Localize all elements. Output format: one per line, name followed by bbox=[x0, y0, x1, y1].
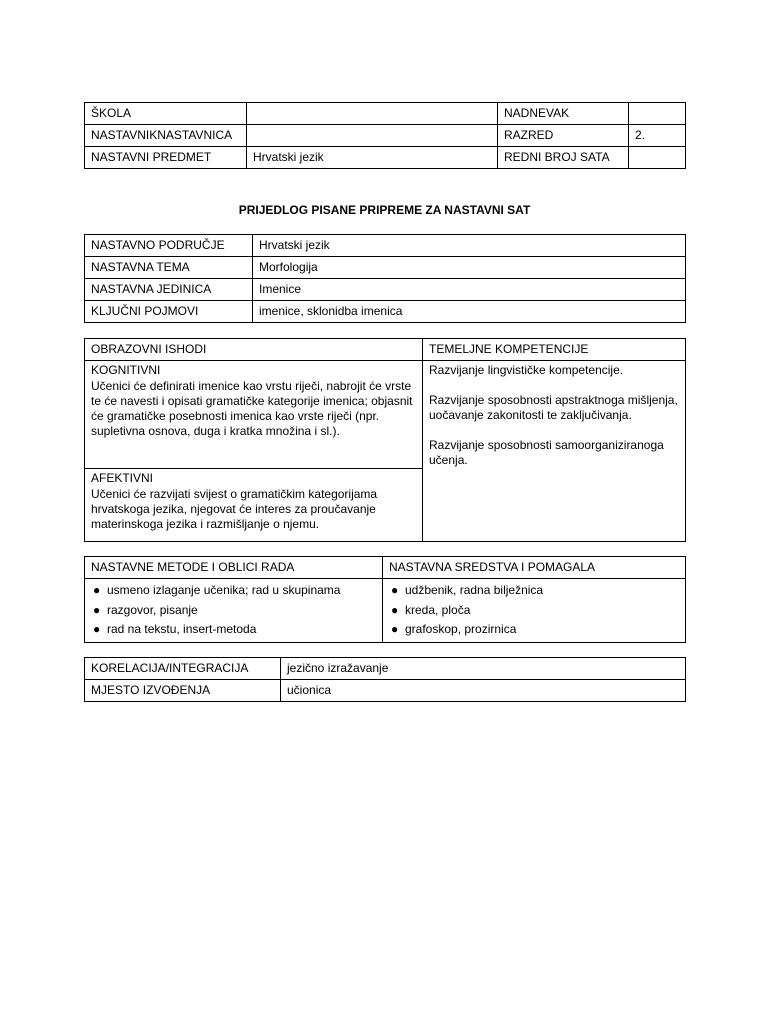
correlation-table bbox=[84, 657, 686, 702]
table-row bbox=[85, 339, 686, 361]
info-value bbox=[629, 147, 686, 169]
bullet-icon: ● bbox=[391, 622, 399, 636]
topic-value: imenice, sklonidba imenica bbox=[253, 301, 686, 323]
correlation-value: jezično izražavanje bbox=[281, 658, 686, 680]
info-label: ŠKOLA bbox=[85, 103, 247, 125]
competences-cell bbox=[423, 361, 686, 542]
outcomes-header: OBRAZOVNI ISHODI bbox=[85, 339, 423, 361]
topic-table bbox=[84, 234, 686, 323]
bullet-icon: ● bbox=[93, 622, 101, 636]
info-label: REDNI BROJ SATA bbox=[498, 147, 629, 169]
info-value bbox=[247, 125, 498, 147]
methods-header: NASTAVNE METODE I OBLICI RADA bbox=[85, 557, 383, 579]
bullet-icon: ● bbox=[93, 583, 101, 597]
topic-value: Imenice bbox=[253, 279, 686, 301]
cognitive-title: KOGNITIVNI bbox=[91, 363, 161, 377]
table-row bbox=[85, 301, 686, 323]
bullet-icon: ● bbox=[391, 602, 399, 617]
table-row bbox=[85, 235, 686, 257]
list-item: ● usmeno izlaganje učenika; rad u skupinama bbox=[91, 581, 376, 601]
table-row bbox=[85, 658, 686, 680]
info-label: RAZRED bbox=[498, 125, 629, 147]
list-item: ● udžbenik, radna bilježnica bbox=[389, 581, 679, 601]
info-value: Hrvatski jezik bbox=[247, 147, 498, 169]
document-title: PRIJEDLOG PISANE PRIPREME ZA NASTAVNI SAT bbox=[238, 203, 531, 217]
cognitive-text: Učenici će definirati imenice kao vrstu riječi, nabrojit će vrste te će navesti i opisati gramatičke kategorije imenica; objasnit će gramatičke posebnosti imenica kao vrste riječi (npr. supletivna osnova, duga i kratka množina i sl.). bbox=[91, 379, 413, 438]
info-value bbox=[629, 103, 686, 125]
bullet-icon: ● bbox=[391, 583, 399, 597]
correlation-label: MJESTO IZVOĐENJA bbox=[85, 680, 281, 702]
list-item: ● razgovor, pisanje bbox=[91, 601, 376, 621]
affective-title: AFEKTIVNI bbox=[91, 471, 154, 485]
methods-table bbox=[84, 556, 686, 643]
topic-value: Morfologija bbox=[253, 257, 686, 279]
correlation-label: KORELACIJA/INTEGRACIJA bbox=[85, 658, 281, 680]
list-item: ● grafoskop, prozirnica bbox=[389, 620, 679, 640]
topic-label: KLJUČNI POJMOVI bbox=[85, 301, 253, 323]
topic-label: NASTAVNA JEDINICA bbox=[85, 279, 253, 301]
list-item: ● rad na tekstu, insert-metoda bbox=[91, 620, 376, 640]
outcomes-table bbox=[84, 338, 686, 542]
topic-value: Hrvatski jezik bbox=[253, 235, 686, 257]
methods-list bbox=[91, 581, 376, 640]
resources-header: NASTAVNA SREDSTVA I POMAGALA bbox=[383, 557, 686, 579]
competence-item: Razvijanje lingvističke kompetencije. bbox=[429, 363, 624, 377]
table-row bbox=[85, 680, 686, 702]
correlation-value: učionica bbox=[281, 680, 686, 702]
topic-label: NASTAVNA TEMA bbox=[85, 257, 253, 279]
competence-item: Razvijanje sposobnosti apstraktnoga mišljenja, uočavanje zakonitosti te zaključivanja. bbox=[429, 393, 678, 422]
list-item: ● kreda, ploča bbox=[389, 601, 679, 621]
info-label: NASTAVNI PREDMET bbox=[85, 147, 247, 169]
resources-list-cell bbox=[383, 579, 686, 643]
competence-item: Razvijanje sposobnosti samoorganiziranoga učenja. bbox=[429, 438, 664, 467]
info-value bbox=[247, 103, 498, 125]
info-label: NADNEVAK bbox=[498, 103, 629, 125]
table-row bbox=[85, 361, 686, 469]
cognitive-cell bbox=[85, 361, 423, 469]
table-row bbox=[85, 279, 686, 301]
affective-cell bbox=[85, 469, 423, 542]
info-label: NASTAVNIKNASTAVNICA bbox=[85, 125, 247, 147]
table-row bbox=[85, 103, 686, 125]
table-row bbox=[85, 125, 686, 147]
bullet-icon: ● bbox=[93, 602, 101, 617]
table-row bbox=[85, 147, 686, 169]
table-row bbox=[85, 579, 686, 643]
info-value: 2. bbox=[629, 125, 686, 147]
table-row bbox=[85, 257, 686, 279]
methods-list-cell bbox=[85, 579, 383, 643]
info-table bbox=[84, 102, 686, 169]
resources-list bbox=[389, 581, 679, 640]
table-row bbox=[85, 557, 686, 579]
competences-header: TEMELJNE KOMPETENCIJE bbox=[423, 339, 686, 361]
affective-text: Učenici će razvijati svijest o gramatičkim kategorijama hrvatskoga jezika, njegovat će interes za proučavanje materinskoga jezika i razmišljanje o njemu. bbox=[91, 487, 378, 531]
topic-label: NASTAVNO PODRUČJE bbox=[85, 235, 253, 257]
